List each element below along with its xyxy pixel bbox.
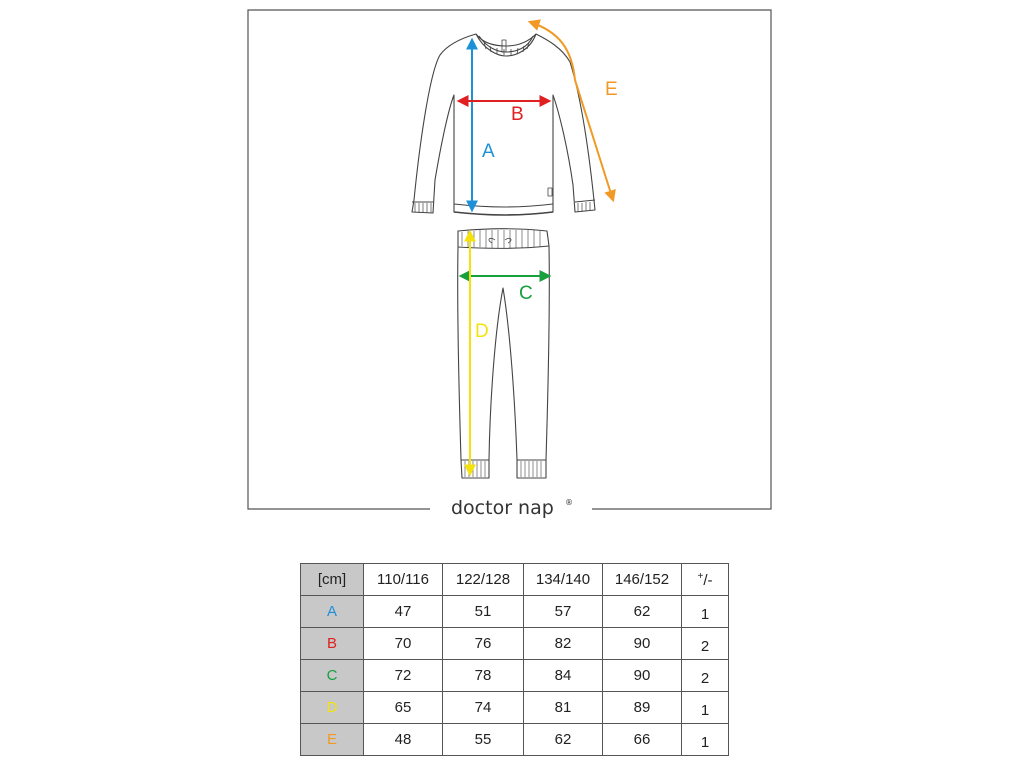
table-cell: 82: [524, 628, 603, 660]
table-row: [301, 596, 729, 628]
table-cell: 84: [524, 660, 603, 692]
tolerance-cell: [682, 660, 729, 692]
table-cell: 62: [524, 724, 603, 756]
dimension-e-label: E: [605, 79, 618, 100]
row-label-d: D: [301, 692, 364, 724]
tolerance-cell: [682, 628, 729, 660]
dimension-a-label: A: [482, 141, 495, 162]
table-row: [301, 660, 729, 692]
size-header: 122/128: [443, 564, 524, 596]
table-cell: 65: [364, 692, 443, 724]
tolerance-plus: +: [697, 570, 704, 582]
unit-header: [cm]: [301, 564, 364, 596]
dimension-d-label: D: [475, 321, 489, 342]
tolerance-cell: [682, 692, 729, 724]
row-label-b: B: [301, 628, 364, 660]
brand-registered-mark: ®: [565, 498, 573, 507]
table-cell: 66: [603, 724, 682, 756]
dimension-c-label: C: [519, 283, 533, 304]
table-cell: 47: [364, 596, 443, 628]
diagram-frame: [248, 10, 771, 509]
row-label-a: A: [301, 596, 364, 628]
table-cell: 90: [603, 660, 682, 692]
table-cell: 74: [443, 692, 524, 724]
table-row: [301, 724, 729, 756]
tolerance-value: 1: [700, 606, 710, 623]
dimension-b-label: B: [511, 104, 524, 125]
size-header: 110/116: [364, 564, 443, 596]
tolerance-value: 2: [700, 638, 710, 655]
tolerance-cell: [682, 596, 729, 628]
table-cell: 90: [603, 628, 682, 660]
brand-logo: doctor nap: [451, 497, 554, 519]
table-row: [301, 628, 729, 660]
tolerance-value: 1: [700, 734, 710, 751]
table-cell: 48: [364, 724, 443, 756]
table-cell: 89: [603, 692, 682, 724]
table-header-row: [301, 564, 729, 596]
table-row: [301, 692, 729, 724]
table-cell: 76: [443, 628, 524, 660]
table-cell: 81: [524, 692, 603, 724]
row-label-e: E: [301, 724, 364, 756]
size-header: 146/152: [603, 564, 682, 596]
tolerance-cell: [682, 724, 729, 756]
tolerance-rest: /-: [703, 571, 713, 589]
table-cell: 70: [364, 628, 443, 660]
table-cell: 62: [603, 596, 682, 628]
size-header: 134/140: [524, 564, 603, 596]
table-cell: 57: [524, 596, 603, 628]
table-cell: 78: [443, 660, 524, 692]
table-cell: 51: [443, 596, 524, 628]
pants-drawing: [458, 229, 550, 478]
tolerance-value: 2: [700, 670, 710, 687]
size-table: [300, 563, 729, 756]
row-label-c: C: [301, 660, 364, 692]
tolerance-header: [682, 564, 729, 596]
sweatshirt-drawing: [412, 34, 595, 215]
table-cell: 72: [364, 660, 443, 692]
tolerance-value: 1: [700, 702, 710, 719]
table-cell: 55: [443, 724, 524, 756]
